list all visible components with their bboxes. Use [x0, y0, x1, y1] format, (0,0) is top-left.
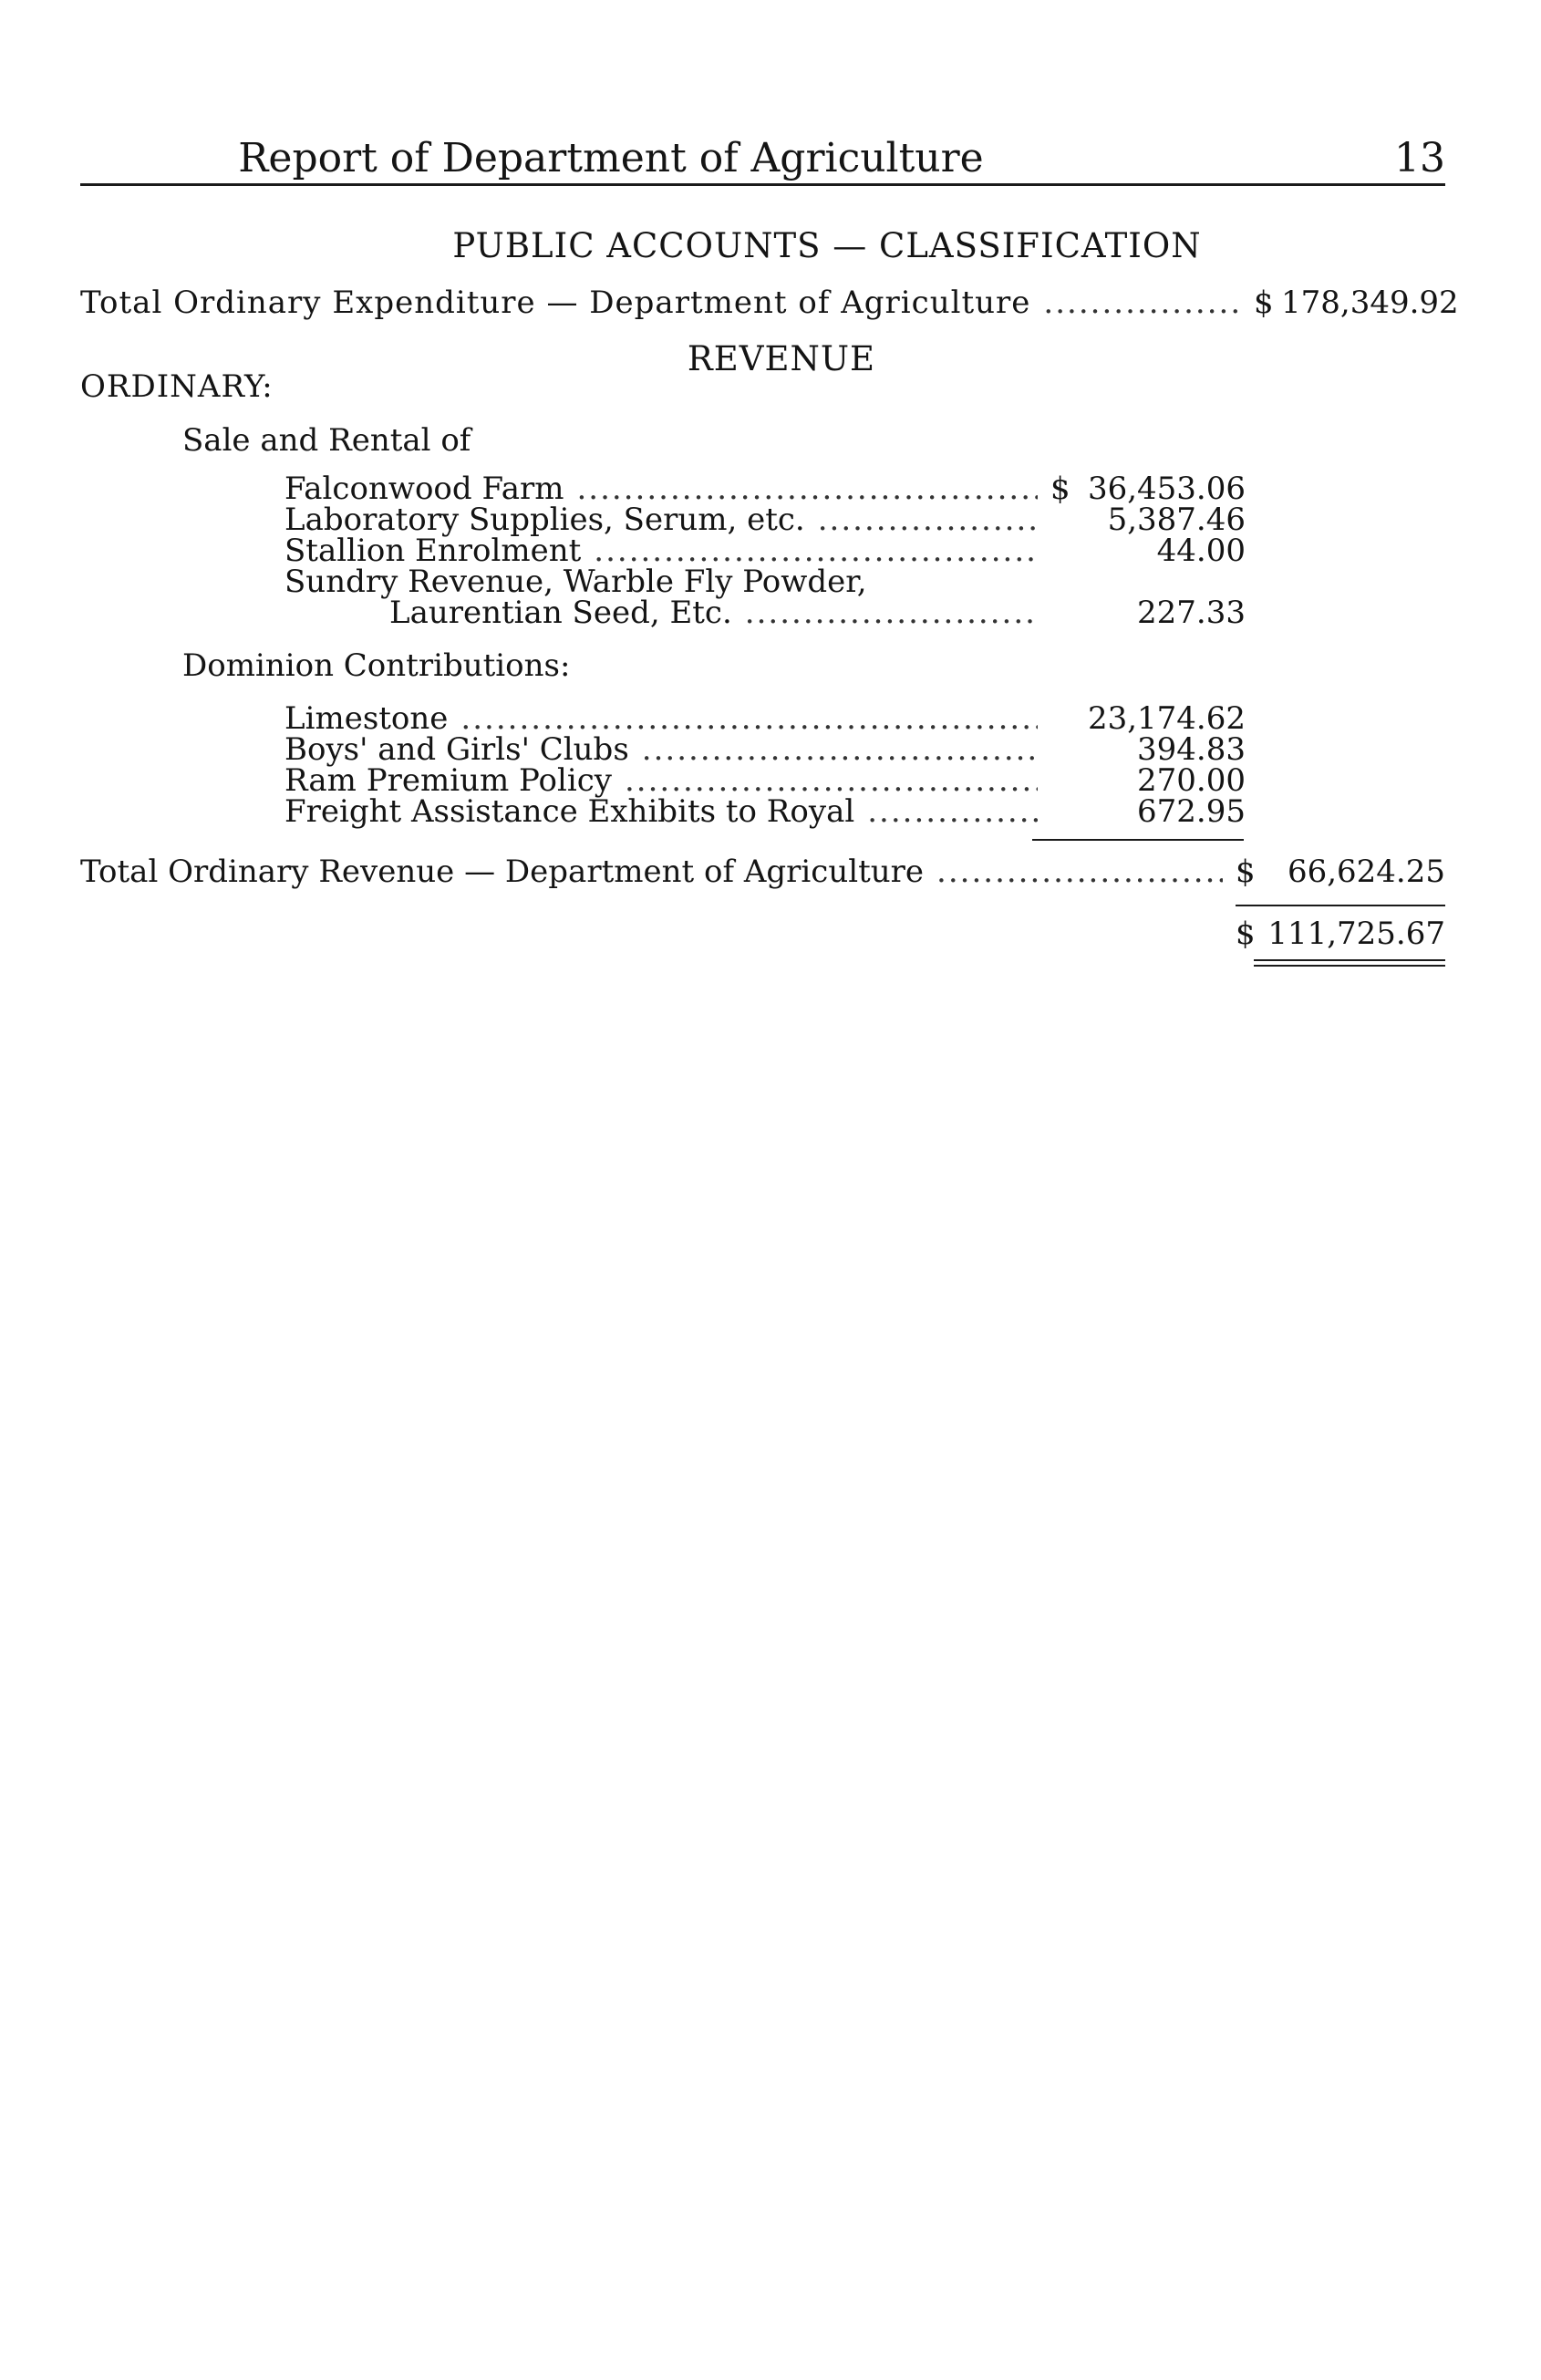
- currency-symbol: $: [1236, 916, 1256, 952]
- item-amount: 36,453.06: [1087, 471, 1246, 507]
- currency-symbol: [1050, 595, 1081, 631]
- page-number: 13: [1394, 135, 1445, 181]
- item-amount: 672.95: [1137, 793, 1246, 830]
- header-rule: [80, 183, 1445, 186]
- double-rule-bottom: [1254, 965, 1445, 967]
- total-expenditure-label: Total Ordinary Expenditure — Department of Agriculture: [80, 285, 1031, 321]
- total-revenue-row: [80, 854, 1445, 890]
- item-amount: 5,387.46: [1107, 502, 1246, 538]
- leader-dots: [936, 854, 1223, 890]
- item-label: Limestone: [284, 700, 449, 737]
- total-revenue-label: Total Ordinary Revenue — Department of Agriculture: [80, 854, 925, 890]
- total-expenditure-amount: 178,349.92: [1281, 285, 1459, 321]
- total-expenditure-row: [80, 285, 1459, 321]
- revenue-heading: REVENUE: [687, 339, 876, 378]
- sale-rental-heading: Sale and Rental of: [182, 422, 471, 459]
- currency-symbol: [1050, 793, 1081, 830]
- page-header-title: Report of Department of Agriculture: [238, 135, 984, 181]
- list-item: [284, 793, 1246, 830]
- currency-symbol: $: [1050, 471, 1070, 507]
- dominion-heading: Dominion Contributions:: [182, 647, 571, 684]
- leader-dots: [1043, 285, 1241, 321]
- currency-symbol: $: [1236, 854, 1256, 890]
- item-label: Freight Assistance Exhibits to Royal: [284, 793, 855, 830]
- item-label: Ram Premium Policy: [284, 762, 612, 799]
- item-label: Laboratory Supplies, Serum, etc.: [284, 502, 805, 538]
- item-amount: 23,174.62: [1087, 700, 1246, 737]
- item-label: Stallion Enrolment: [284, 533, 582, 569]
- item-label: Boys' and Girls' Clubs: [284, 731, 629, 768]
- item-amount: 394.83: [1137, 731, 1246, 768]
- item-label: Sundry Revenue, Warble Fly Powder,: [284, 564, 867, 600]
- section-title: PUBLIC ACCOUNTS — CLASSIFICATION: [452, 226, 1202, 265]
- currency-symbol: $: [1254, 285, 1274, 321]
- item-label-continuation: Laurentian Seed, Etc.: [389, 595, 732, 631]
- net-total-row: [1236, 916, 1445, 952]
- ordinary-label: ORDINARY:: [80, 368, 274, 405]
- leader-dots: [745, 595, 1038, 631]
- list-item: [284, 595, 1246, 631]
- net-total-amount: 111,725.67: [1267, 916, 1445, 952]
- total-revenue-amount: 66,624.25: [1287, 854, 1445, 890]
- leader-dots: [867, 793, 1038, 830]
- subtotal-rule: [1032, 839, 1244, 841]
- item-amount: 44.00: [1156, 533, 1246, 569]
- item-amount: 227.33: [1137, 595, 1246, 631]
- currency-symbol: [1050, 533, 1081, 569]
- double-rule-top: [1254, 959, 1445, 961]
- item-label: Falconwood Farm: [284, 471, 564, 507]
- total-rule: [1236, 905, 1445, 906]
- item-amount: 270.00: [1137, 762, 1246, 799]
